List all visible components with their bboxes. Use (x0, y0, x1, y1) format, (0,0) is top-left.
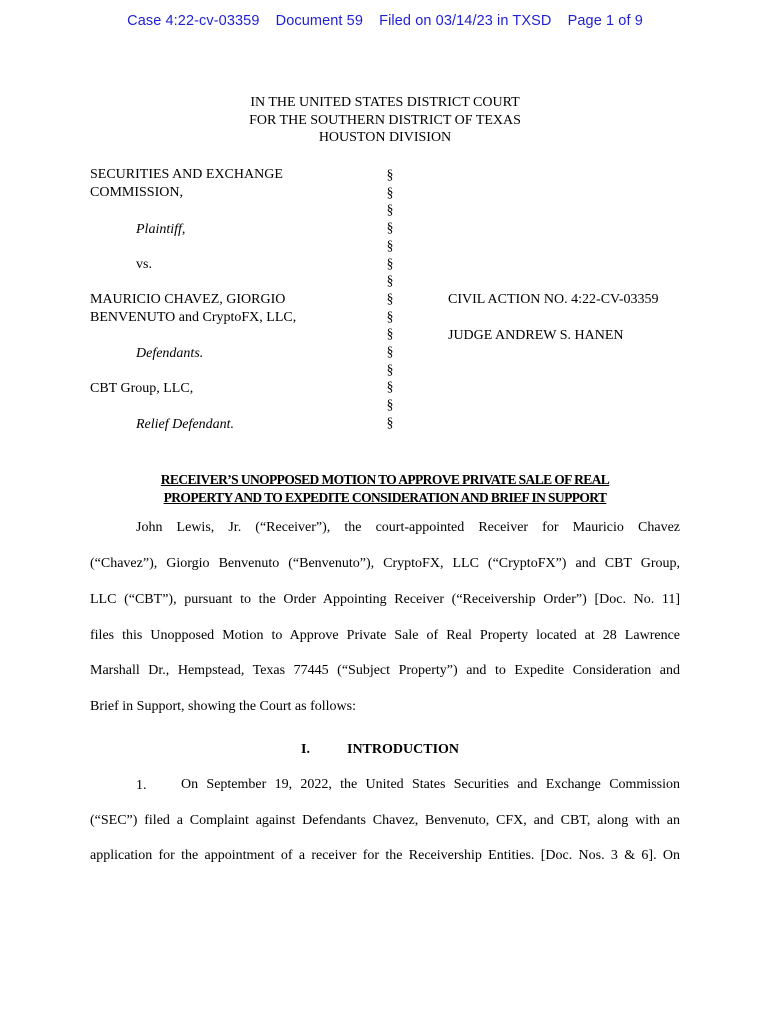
section-symbol: § (386, 361, 394, 377)
defendants-name-line1: MAURICIO CHAVEZ, GIORGIO (90, 292, 286, 307)
section-number: I. (301, 742, 310, 757)
defendants-role: Defendants. (136, 346, 204, 361)
section-symbol: § (386, 414, 394, 430)
intro-line: (“Chavez”), Giorgio Benvenuto (“Benvenuto”), CryptoFX, LLC (“CryptoFX”) and CBT Group, (90, 556, 680, 571)
page-indicator: Page 1 of 9 (567, 13, 643, 29)
section-symbol: § (386, 308, 394, 324)
paragraph-number: 1. (136, 778, 147, 793)
section-symbol: § (386, 326, 394, 342)
motion-title-line2: PROPERTY AND TO EXPEDITE CONSIDERATION AND BRIEF IN SUPPORT (163, 489, 607, 505)
defendants-name-line2: BENVENUTO and CryptoFX, LLC, (90, 310, 297, 325)
paragraph-line: (“SEC”) filed a Complaint against Defendants Chavez, Benvenuto, CFX, and CBT, along with an (90, 813, 680, 828)
court-name-line2: FOR THE SOUTHERN DISTRICT OF TEXAS (249, 112, 521, 128)
plaintiff-name-line1: SECURITIES AND EXCHANGE (90, 167, 283, 182)
paragraph-line: application for the appointment of a receiver for the Receivership Entities. [Doc. Nos. 3 & 6]. On (90, 848, 680, 863)
filing-stamp (0, 13, 770, 29)
case-number: Case 4:22-cv-03359 (127, 13, 260, 29)
section-symbol: § (386, 344, 394, 359)
document-number: Document 59 (275, 13, 363, 29)
section-symbol: § (386, 167, 394, 182)
intro-line: Marshall Dr., Hempstead, Texas 77445 (“Subject Property”) and to Expedite Consideration and (90, 663, 680, 678)
section-symbol: § (386, 290, 394, 306)
section-symbol: § (386, 397, 394, 413)
section-symbol: § (386, 255, 394, 271)
judge-name: JUDGE ANDREW S. HANEN (448, 328, 624, 343)
paragraph-line: On September 19, 2022, the United States Securities and Exchange Commission (181, 777, 680, 792)
motion-title-line1: RECEIVER’S UNOPPOSED MOTION TO APPROVE PRIVATE SALE OF REAL (160, 472, 610, 487)
court-name-line1: IN THE UNITED STATES DISTRICT COURT (250, 95, 520, 110)
court-division: HOUSTON DIVISION (318, 130, 452, 145)
intro-line: John Lewis, Jr. (“Receiver”), the court-appointed Receiver for Mauricio Chavez (136, 520, 680, 535)
intro-line: Brief in Support, showing the Court as follows: (90, 699, 356, 714)
section-symbol: § (386, 220, 394, 236)
filed-date: Filed on 03/14/23 in TXSD (379, 13, 552, 29)
section-symbol: § (386, 184, 394, 200)
relief-defendant-name: CBT Group, LLC, (90, 381, 194, 396)
section-symbol: § (386, 379, 394, 395)
section-title: INTRODUCTION (347, 742, 460, 757)
intro-line: LLC (“CBT”), pursuant to the Order Appointing Receiver (“Receivership Order”) [Doc. No. 11] (90, 592, 680, 607)
intro-line: files this Unopposed Motion to Approve Private Sale of Real Property located at 28 Lawrence (90, 628, 680, 643)
section-symbol: § (386, 237, 394, 253)
civil-action-number: CIVIL ACTION NO. 4:22-CV-03359 (448, 292, 659, 307)
relief-defendant-role: Relief Defendant. (136, 417, 234, 432)
versus: vs. (136, 257, 152, 272)
section-symbol: § (386, 202, 394, 218)
plaintiff-role: Plaintiff, (136, 222, 186, 237)
plaintiff-name-line2: COMMISSION, (90, 185, 183, 200)
section-symbol: § (386, 273, 394, 289)
